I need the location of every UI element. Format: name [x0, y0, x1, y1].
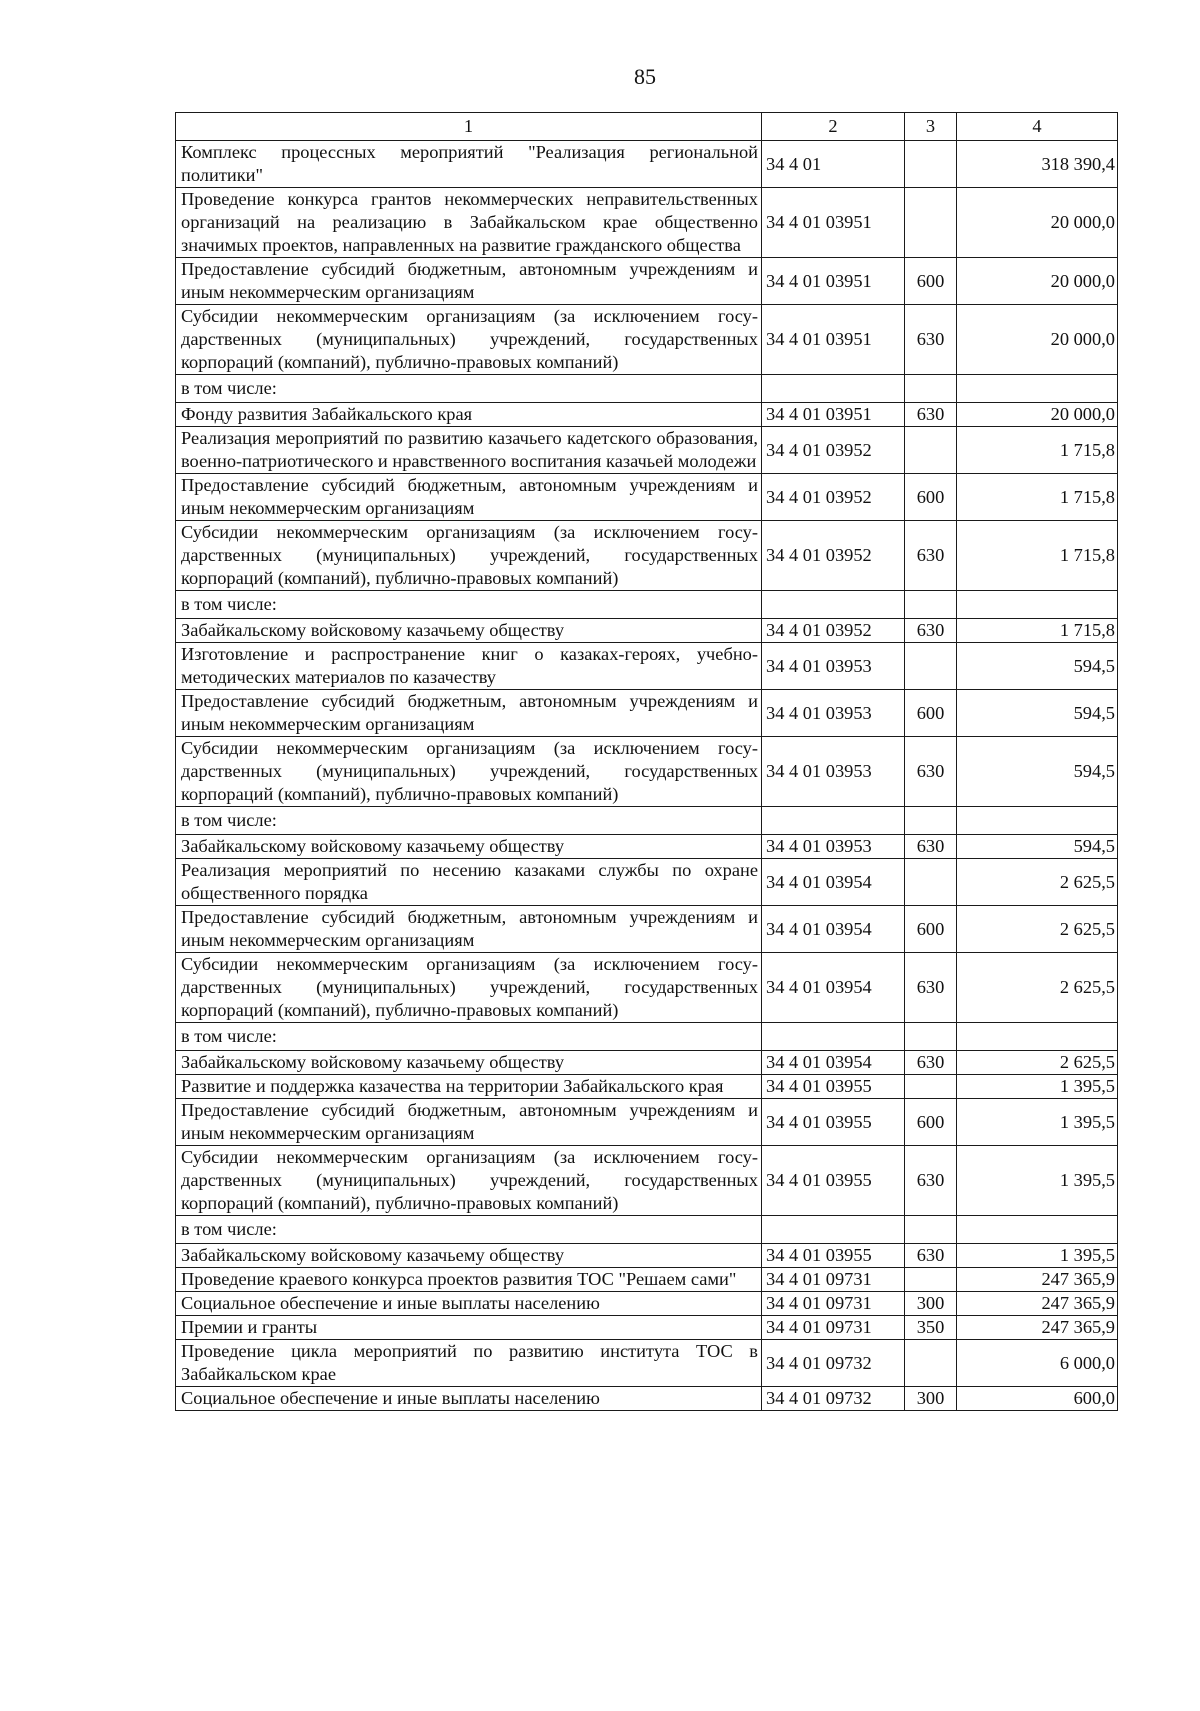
row-code-cell [762, 375, 905, 403]
row-name-cell: Изготовление и распространение книг о казаках-героях, учебно-методических материалов по казачеству [176, 643, 762, 690]
row-amount-cell: 20 000,0 [957, 258, 1118, 305]
row-code-cell: 34 4 01 03951 [762, 188, 905, 258]
row-expense-type-cell [905, 141, 957, 188]
row-expense-type-cell: 600 [905, 474, 957, 521]
row-expense-type-cell [905, 188, 957, 258]
table-row [176, 258, 1118, 305]
row-amount-cell: 20 000,0 [957, 403, 1118, 427]
row-amount-cell [957, 807, 1118, 835]
row-code-cell: 34 4 01 03952 [762, 427, 905, 474]
table-row [176, 1292, 1118, 1316]
row-expense-type-cell: 630 [905, 521, 957, 591]
row-amount-cell: 20 000,0 [957, 305, 1118, 375]
row-name-cell: Забайкальскому войсковому казачьему обществу [176, 619, 762, 643]
table-row [176, 807, 1118, 835]
row-name-cell: Реализация мероприятий по развитию казачьего кадетского образования, военно-патриотического и нравственного воспитания казачьей молодежи [176, 427, 762, 474]
row-expense-type-cell: 630 [905, 1051, 957, 1075]
row-amount-cell: 594,5 [957, 690, 1118, 737]
row-code-cell: 34 4 01 [762, 141, 905, 188]
row-name-cell: Забайкальскому войсковому казачьему обществу [176, 1244, 762, 1268]
row-name-cell: Субсидии некоммерческим организациям (за исключением государственных (муниципальных) учреждений, государственных корпораций (компаний), публично-правовых компаний) [176, 953, 762, 1023]
row-amount-cell: 1 715,8 [957, 521, 1118, 591]
row-code-cell: 34 4 01 03951 [762, 258, 905, 305]
table-row [176, 643, 1118, 690]
row-expense-type-cell: 630 [905, 953, 957, 1023]
row-expense-type-cell: 630 [905, 619, 957, 643]
row-amount-cell: 6 000,0 [957, 1340, 1118, 1387]
row-amount-cell: 1 715,8 [957, 619, 1118, 643]
row-name-cell: Проведение краевого конкурса проектов развития ТОС "Решаем сами" [176, 1268, 762, 1292]
row-amount-cell: 1 395,5 [957, 1244, 1118, 1268]
row-name-cell: Фонду развития Забайкальского края [176, 403, 762, 427]
row-amount-cell: 594,5 [957, 737, 1118, 807]
row-amount-cell: 600,0 [957, 1387, 1118, 1411]
table-row [176, 403, 1118, 427]
row-name-cell: в том числе: [176, 1023, 762, 1051]
row-code-cell: 34 4 01 09731 [762, 1292, 905, 1316]
row-code-cell [762, 807, 905, 835]
row-amount-cell: 1 395,5 [957, 1146, 1118, 1216]
row-amount-cell: 1 395,5 [957, 1075, 1118, 1099]
table-row [176, 1387, 1118, 1411]
row-name-cell: Комплекс процессных мероприятий "Реализация региональной политики" [176, 141, 762, 188]
table-body [176, 141, 1118, 1411]
row-amount-cell: 1 715,8 [957, 427, 1118, 474]
row-code-cell: 34 4 01 03953 [762, 737, 905, 807]
table-row [176, 690, 1118, 737]
row-amount-cell: 247 365,9 [957, 1316, 1118, 1340]
table-row [176, 427, 1118, 474]
row-expense-type-cell: 630 [905, 1244, 957, 1268]
row-expense-type-cell: 300 [905, 1387, 957, 1411]
row-name-cell: Субсидии некоммерческим организациям (за исключением государственных (муниципальных) учреждений, государственных корпораций (компаний), публично-правовых компаний) [176, 521, 762, 591]
row-expense-type-cell: 630 [905, 737, 957, 807]
row-name-cell: в том числе: [176, 375, 762, 403]
row-name-cell: Развитие и поддержка казачества на территории Забайкальского края [176, 1075, 762, 1099]
table-row [176, 737, 1118, 807]
row-code-cell: 34 4 01 03951 [762, 403, 905, 427]
row-expense-type-cell: 600 [905, 258, 957, 305]
row-code-cell: 34 4 01 03952 [762, 521, 905, 591]
row-code-cell [762, 1023, 905, 1051]
row-name-cell: Социальное обеспечение и иные выплаты населению [176, 1292, 762, 1316]
table-row [176, 188, 1118, 258]
table-row [176, 1244, 1118, 1268]
row-amount-cell: 2 625,5 [957, 1051, 1118, 1075]
row-expense-type-cell [905, 1268, 957, 1292]
row-name-cell: Предоставление субсидий бюджетным, автономным учреждениям и иным некоммерческим организациям [176, 690, 762, 737]
row-name-cell: Предоставление субсидий бюджетным, автономным учреждениям и иным некоммерческим организациям [176, 474, 762, 521]
row-name-cell: в том числе: [176, 1216, 762, 1244]
row-expense-type-cell [905, 643, 957, 690]
row-amount-cell: 1 395,5 [957, 1099, 1118, 1146]
row-name-cell: Социальное обеспечение и иные выплаты населению [176, 1387, 762, 1411]
row-code-cell: 34 4 01 03954 [762, 906, 905, 953]
row-name-cell: Предоставление субсидий бюджетным, автономным учреждениям и иным некоммерческим организациям [176, 1099, 762, 1146]
header-col-4: 4 [957, 113, 1118, 141]
table-row [176, 1051, 1118, 1075]
row-amount-cell: 2 625,5 [957, 953, 1118, 1023]
row-expense-type-cell: 630 [905, 305, 957, 375]
table-row [176, 1099, 1118, 1146]
row-code-cell: 34 4 01 09732 [762, 1387, 905, 1411]
table-row [176, 375, 1118, 403]
row-expense-type-cell [905, 1075, 957, 1099]
row-amount-cell: 318 390,4 [957, 141, 1118, 188]
row-code-cell: 34 4 01 03954 [762, 1051, 905, 1075]
row-expense-type-cell: 630 [905, 835, 957, 859]
row-name-cell: Субсидии некоммерческим организациям (за исключением государственных (муниципальных) учреждений, государственных корпораций (компаний), публично-правовых компаний) [176, 737, 762, 807]
row-name-cell: Субсидии некоммерческим организациям (за исключением государственных (муниципальных) учреждений, государственных корпораций (компаний), публично-правовых компаний) [176, 1146, 762, 1216]
row-expense-type-cell [905, 375, 957, 403]
row-code-cell: 34 4 01 03953 [762, 643, 905, 690]
row-amount-cell: 1 715,8 [957, 474, 1118, 521]
page-number: 85 [634, 64, 656, 89]
row-name-cell: в том числе: [176, 591, 762, 619]
row-amount-cell: 247 365,9 [957, 1268, 1118, 1292]
row-expense-type-cell: 600 [905, 1099, 957, 1146]
row-name-cell: Забайкальскому войсковому казачьему обществу [176, 835, 762, 859]
table-row [176, 619, 1118, 643]
row-expense-type-cell: 350 [905, 1316, 957, 1340]
row-name-cell: в том числе: [176, 807, 762, 835]
row-expense-type-cell: 600 [905, 690, 957, 737]
row-expense-type-cell [905, 1216, 957, 1244]
row-code-cell [762, 591, 905, 619]
row-amount-cell [957, 1023, 1118, 1051]
row-code-cell: 34 4 01 03954 [762, 953, 905, 1023]
table-row [176, 953, 1118, 1023]
header-col-1: 1 [176, 113, 762, 141]
row-name-cell: Забайкальскому войсковому казачьему обществу [176, 1051, 762, 1075]
table-row [176, 1268, 1118, 1292]
row-name-cell: Премии и гранты [176, 1316, 762, 1340]
row-name-cell: Предоставление субсидий бюджетным, автономным учреждениям и иным некоммерческим организациям [176, 258, 762, 305]
header-col-3: 3 [905, 113, 957, 141]
row-expense-type-cell: 600 [905, 906, 957, 953]
row-code-cell: 34 4 01 03955 [762, 1244, 905, 1268]
row-code-cell: 34 4 01 03955 [762, 1146, 905, 1216]
budget-table [175, 112, 1118, 1411]
row-expense-type-cell: 300 [905, 1292, 957, 1316]
row-name-cell: Реализация мероприятий по несению казаками службы по охране общественного порядка [176, 859, 762, 906]
row-code-cell: 34 4 01 03954 [762, 859, 905, 906]
row-expense-type-cell [905, 1340, 957, 1387]
table-row [176, 141, 1118, 188]
table-row [176, 859, 1118, 906]
row-name-cell: Проведение конкурса грантов некоммерческих неправительственных организаций на реализацию в Забайкальском крае общественно значимых проектов, направленных на развитие гражданского общества [176, 188, 762, 258]
row-code-cell: 34 4 01 03952 [762, 619, 905, 643]
row-code-cell: 34 4 01 03952 [762, 474, 905, 521]
table-row [176, 591, 1118, 619]
row-name-cell: Субсидии некоммерческим организациям (за исключением государственных (муниципальных) учреждений, государственных корпораций (компаний), публично-правовых компаний) [176, 305, 762, 375]
row-code-cell: 34 4 01 09732 [762, 1340, 905, 1387]
row-name-cell: Предоставление субсидий бюджетным, автономным учреждениям и иным некоммерческим организациям [176, 906, 762, 953]
table-row [176, 906, 1118, 953]
row-amount-cell [957, 591, 1118, 619]
table-row [176, 1146, 1118, 1216]
row-expense-type-cell [905, 427, 957, 474]
row-expense-type-cell: 630 [905, 1146, 957, 1216]
table-row [176, 1216, 1118, 1244]
row-code-cell: 34 4 01 03955 [762, 1075, 905, 1099]
row-amount-cell [957, 1216, 1118, 1244]
table-row [176, 474, 1118, 521]
table-row [176, 1316, 1118, 1340]
row-code-cell: 34 4 01 09731 [762, 1316, 905, 1340]
table-row [176, 305, 1118, 375]
row-name-cell: Проведение цикла мероприятий по развитию института ТОС в Забайкальском крае [176, 1340, 762, 1387]
row-expense-type-cell [905, 1023, 957, 1051]
row-code-cell [762, 1216, 905, 1244]
row-expense-type-cell: 630 [905, 403, 957, 427]
row-expense-type-cell [905, 807, 957, 835]
table-row [176, 1023, 1118, 1051]
header-row [176, 113, 1118, 141]
table-row [176, 521, 1118, 591]
row-amount-cell: 2 625,5 [957, 906, 1118, 953]
row-amount-cell: 594,5 [957, 643, 1118, 690]
row-code-cell: 34 4 01 03955 [762, 1099, 905, 1146]
row-code-cell: 34 4 01 09731 [762, 1268, 905, 1292]
row-code-cell: 34 4 01 03951 [762, 305, 905, 375]
row-expense-type-cell [905, 859, 957, 906]
row-amount-cell: 594,5 [957, 835, 1118, 859]
row-expense-type-cell [905, 591, 957, 619]
table-row [176, 1075, 1118, 1099]
row-amount-cell: 2 625,5 [957, 859, 1118, 906]
table-row [176, 1340, 1118, 1387]
table-row [176, 835, 1118, 859]
row-code-cell: 34 4 01 03953 [762, 835, 905, 859]
row-amount-cell [957, 375, 1118, 403]
row-code-cell: 34 4 01 03953 [762, 690, 905, 737]
header-col-2: 2 [762, 113, 905, 141]
row-amount-cell: 20 000,0 [957, 188, 1118, 258]
row-amount-cell: 247 365,9 [957, 1292, 1118, 1316]
